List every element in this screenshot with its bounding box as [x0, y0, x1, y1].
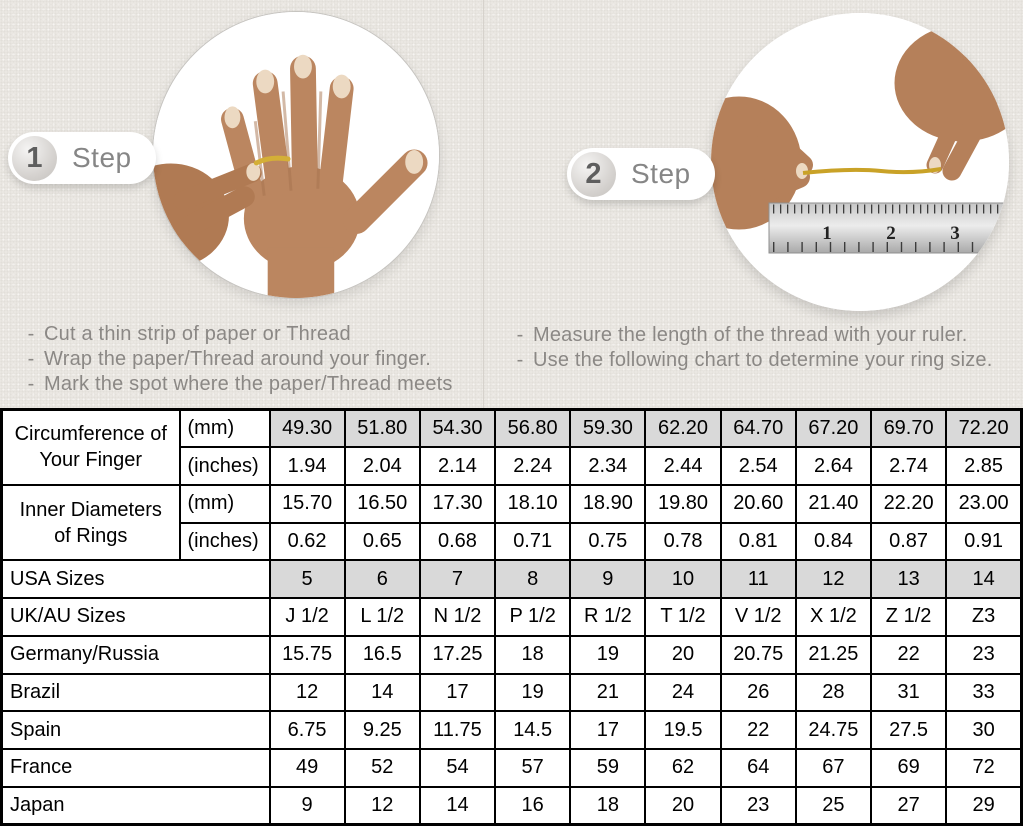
- table-row: [2, 485, 1022, 523]
- step2-photo-circle: [711, 13, 1009, 311]
- value-cell: 17: [420, 674, 495, 712]
- instruction-text: Mark the spot where the paper/Thread meets: [44, 373, 453, 395]
- value-cell: 14: [345, 674, 420, 712]
- unit-label-cell: (mm): [180, 485, 270, 523]
- table-row: [2, 749, 1022, 787]
- value-cell: 2.64: [796, 447, 871, 485]
- instruction-item: [507, 323, 1019, 348]
- value-cell: 2.85: [946, 447, 1021, 485]
- value-cell: 27.5: [871, 711, 946, 749]
- value-cell: 16.5: [345, 636, 420, 674]
- value-cell: X 1/2: [796, 598, 871, 636]
- ruler-number-2: 2: [886, 223, 896, 244]
- value-cell: 20.75: [721, 636, 796, 674]
- value-cell: 18: [570, 787, 645, 825]
- value-cell: 19: [495, 674, 570, 712]
- value-cell: 17.25: [420, 636, 495, 674]
- value-cell: 11: [721, 560, 796, 598]
- value-cell: 0.87: [871, 523, 946, 561]
- table-row: [2, 410, 1022, 448]
- table-row: [2, 674, 1022, 712]
- value-cell: 0.65: [345, 523, 420, 561]
- value-cell: 5: [270, 560, 345, 598]
- value-cell: 9.25: [345, 711, 420, 749]
- value-cell: 24.75: [796, 711, 871, 749]
- value-cell: 57: [495, 749, 570, 787]
- value-cell: 26: [721, 674, 796, 712]
- step1-number: 1: [12, 136, 57, 181]
- value-cell: P 1/2: [495, 598, 570, 636]
- row-label-cell: France: [2, 749, 270, 787]
- value-cell: 22: [721, 711, 796, 749]
- value-cell: 1.94: [270, 447, 345, 485]
- value-cell: 62.20: [645, 410, 720, 448]
- value-cell: 52: [345, 749, 420, 787]
- value-cell: 13: [871, 560, 946, 598]
- value-cell: 25: [796, 787, 871, 825]
- value-cell: 30: [946, 711, 1021, 749]
- bullet-dash: -: [516, 324, 524, 346]
- bullet-dash: -: [27, 323, 35, 345]
- value-cell: 2.74: [871, 447, 946, 485]
- value-cell: 64.70: [721, 410, 796, 448]
- value-cell: 15.70: [270, 485, 345, 523]
- step2-number: 2: [571, 152, 616, 197]
- value-cell: 19.5: [645, 711, 720, 749]
- value-cell: 16.50: [345, 485, 420, 523]
- value-cell: 14: [946, 560, 1021, 598]
- value-cell: L 1/2: [345, 598, 420, 636]
- value-cell: 20: [645, 787, 720, 825]
- value-cell: 23: [721, 787, 796, 825]
- value-cell: 14: [420, 787, 495, 825]
- value-cell: 20.60: [721, 485, 796, 523]
- value-cell: 20: [645, 636, 720, 674]
- value-cell: 62: [645, 749, 720, 787]
- value-cell: 0.78: [645, 523, 720, 561]
- value-cell: 69.70: [871, 410, 946, 448]
- measuring-with-ruler-photo: [711, 13, 1009, 311]
- step1-label: Step: [72, 142, 132, 173]
- value-cell: 15.75: [270, 636, 345, 674]
- value-cell: 59: [570, 749, 645, 787]
- group-label-cell: Circumference of Your Finger: [2, 410, 180, 485]
- value-cell: 21: [570, 674, 645, 712]
- value-cell: 27: [871, 787, 946, 825]
- value-cell: 0.81: [721, 523, 796, 561]
- row-label-cell: Brazil: [2, 674, 270, 712]
- value-cell: 23: [946, 636, 1021, 674]
- step2-label: Step: [631, 158, 691, 189]
- value-cell: 22: [871, 636, 946, 674]
- value-cell: 9: [270, 787, 345, 825]
- value-cell: 0.84: [796, 523, 871, 561]
- value-cell: 21.40: [796, 485, 871, 523]
- bullet-dash: -: [516, 349, 524, 371]
- table-row: [2, 560, 1022, 598]
- value-cell: 72.20: [946, 410, 1021, 448]
- row-label-cell: Japan: [2, 787, 270, 825]
- value-cell: 7: [420, 560, 495, 598]
- row-label-cell: UK/AU Sizes: [2, 598, 270, 636]
- size-table-body: [2, 410, 1022, 825]
- value-cell: 11.75: [420, 711, 495, 749]
- value-cell: V 1/2: [721, 598, 796, 636]
- value-cell: 17: [570, 711, 645, 749]
- row-label-cell: USA Sizes: [2, 560, 270, 598]
- bullet-dash: -: [27, 348, 35, 370]
- row-label-cell: Germany/Russia: [2, 636, 270, 674]
- value-cell: 16: [495, 787, 570, 825]
- value-cell: 0.91: [946, 523, 1021, 561]
- value-cell: 18.10: [495, 485, 570, 523]
- value-cell: 33: [946, 674, 1021, 712]
- value-cell: 2.04: [345, 447, 420, 485]
- table-row: [2, 598, 1022, 636]
- ring-size-conversion-table: [0, 408, 1023, 826]
- ruler: [769, 203, 1009, 253]
- step2-badge: [567, 148, 715, 200]
- instruction-text: Use the following chart to determine your ring size.: [533, 349, 993, 371]
- value-cell: 31: [871, 674, 946, 712]
- value-cell: J 1/2: [270, 598, 345, 636]
- instruction-text: Cut a thin strip of paper or Thread: [44, 323, 351, 345]
- value-cell: 24: [645, 674, 720, 712]
- step1-photo-circle: [152, 11, 440, 299]
- value-cell: 28: [796, 674, 871, 712]
- value-cell: 0.68: [420, 523, 495, 561]
- unit-label-cell: (inches): [180, 447, 270, 485]
- value-cell: R 1/2: [570, 598, 645, 636]
- ruler-number-1: 1: [822, 223, 832, 244]
- value-cell: 2.44: [645, 447, 720, 485]
- value-cell: 23.00: [946, 485, 1021, 523]
- table-row: [2, 787, 1022, 825]
- value-cell: 49.30: [270, 410, 345, 448]
- value-cell: 29: [946, 787, 1021, 825]
- value-cell: 67.20: [796, 410, 871, 448]
- table-row: [2, 636, 1022, 674]
- value-cell: 19.80: [645, 485, 720, 523]
- instruction-item: [18, 347, 483, 372]
- instruction-item: [18, 322, 483, 347]
- value-cell: 64: [721, 749, 796, 787]
- value-cell: 0.75: [570, 523, 645, 561]
- step1-badge: [8, 132, 156, 184]
- value-cell: 18.90: [570, 485, 645, 523]
- value-cell: T 1/2: [645, 598, 720, 636]
- value-cell: 12: [796, 560, 871, 598]
- value-cell: 6.75: [270, 711, 345, 749]
- value-cell: 10: [645, 560, 720, 598]
- value-cell: 56.80: [495, 410, 570, 448]
- hand-with-ring-photo: [153, 12, 439, 298]
- value-cell: 69: [871, 749, 946, 787]
- group-label-cell: Inner Diameters of Rings: [2, 485, 180, 560]
- value-cell: 67: [796, 749, 871, 787]
- value-cell: 0.62: [270, 523, 345, 561]
- value-cell: 9: [570, 560, 645, 598]
- value-cell: 2.24: [495, 447, 570, 485]
- value-cell: 14.5: [495, 711, 570, 749]
- value-cell: 21.25: [796, 636, 871, 674]
- value-cell: N 1/2: [420, 598, 495, 636]
- value-cell: 12: [270, 674, 345, 712]
- value-cell: Z 1/2: [871, 598, 946, 636]
- value-cell: 2.34: [570, 447, 645, 485]
- value-cell: 8: [495, 560, 570, 598]
- row-label-cell: Spain: [2, 711, 270, 749]
- step1-instructions: [18, 322, 483, 397]
- instruction-text: Wrap the paper/Thread around your finger.: [44, 348, 431, 370]
- value-cell: 17.30: [420, 485, 495, 523]
- unit-label-cell: (mm): [180, 410, 270, 448]
- ruler-number-3: 3: [950, 223, 960, 244]
- value-cell: 2.54: [721, 447, 796, 485]
- value-cell: 59.30: [570, 410, 645, 448]
- value-cell: 6: [345, 560, 420, 598]
- value-cell: 0.71: [495, 523, 570, 561]
- unit-label-cell: (inches): [180, 523, 270, 561]
- step2-instructions: [507, 323, 1019, 373]
- value-cell: 12: [345, 787, 420, 825]
- instruction-item: [507, 348, 1019, 373]
- value-cell: Z3: [946, 598, 1021, 636]
- bullet-dash: -: [27, 373, 35, 395]
- value-cell: 72: [946, 749, 1021, 787]
- value-cell: 19: [570, 636, 645, 674]
- value-cell: 54: [420, 749, 495, 787]
- instruction-item: [18, 372, 483, 397]
- value-cell: 18: [495, 636, 570, 674]
- instruction-text: Measure the length of the thread with your ruler.: [533, 324, 968, 346]
- value-cell: 54.30: [420, 410, 495, 448]
- value-cell: 51.80: [345, 410, 420, 448]
- table-row: [2, 711, 1022, 749]
- vertical-divider: [483, 0, 484, 408]
- value-cell: 49: [270, 749, 345, 787]
- how-to-measure-section: [0, 0, 1023, 408]
- value-cell: 22.20: [871, 485, 946, 523]
- value-cell: 2.14: [420, 447, 495, 485]
